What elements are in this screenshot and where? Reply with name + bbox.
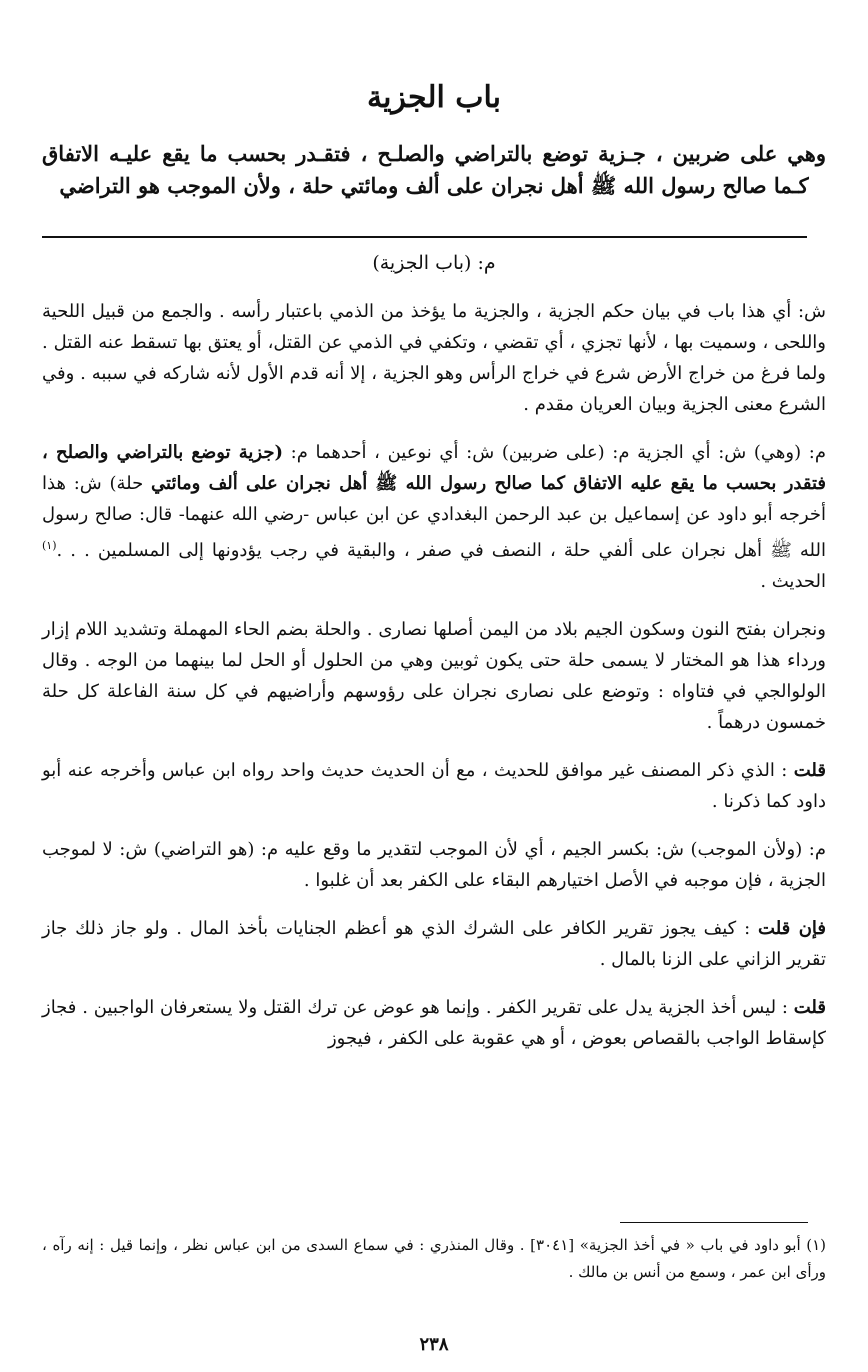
footnote-reference[interactable]: (١) xyxy=(42,539,57,552)
matn-text-block xyxy=(42,138,826,202)
footnotes-block xyxy=(42,1232,826,1286)
footnote-divider xyxy=(620,1222,808,1223)
paragraph-lead: فإن قلت xyxy=(758,918,826,939)
commentary-paragraph-6 xyxy=(42,913,826,975)
commentary-paragraph-1: ش: أي هذا باب في بيان حكم الجزية ، والجزية ما يؤخذ من الذمي باعتبار رأسه . والجمع من قبيل اللحية واللحى ، وسميت بها ، لأنها تجزي ، أي تقضي ، وتكفي في الذمي عن القتل، أو يعتق بها تسقط عنه القتل . ولما فرغ من خراج الأرض شرع في خراج الرأس وهو الجزية ، إلا أنه قدم الأول لأنه شاركه في سببه . وفي الشرع معنى الجزية وبيان العريان مقدم . xyxy=(42,301,826,415)
commentary-block xyxy=(42,296,826,1071)
matn-paragraph: وهي على ضربين ، جـزية توضع بالتراضي والصلـح ، فتقـدر بحسب ما يقع عليـه الاتفاق كـما صالح رسول الله ﷺ أهل نجران على ألف ومائتي حلة ، ولأن الموجب هو التراضي xyxy=(42,141,826,198)
chapter-title: باب الجزية xyxy=(366,80,501,115)
section-divider xyxy=(42,236,807,238)
commentary-text: م: (وهي) ش: أي الجزية م: (على ضربين) ش: أي نوعين ، أحدهما م: xyxy=(283,442,826,463)
commentary-text: : ليس أخذ الجزية يدل على تقرير الكفر . وإنما هو عوض عن ترك القتل ولا يستعرفان الواجبين . فجاز كإسقاط الواجب بالقصاص بعوض ، أو هي عقوبة على الكفر ، فيجوز xyxy=(42,997,826,1049)
commentary-text: : كيف يجوز تقرير الكافر على الشرك الذي هو أعظم الجنايات بأخذ المال . ولو جاز ذلك جاز تقرير الزاني على الزنا بالمال . xyxy=(42,918,826,970)
commentary-text: الحديث . xyxy=(760,571,826,592)
commentary-text: : الذي ذكر المصنف غير موافق للحديث ، مع أن الحديث حديث واحد رواه ابن عباس وأخرجه عنه أبو داود كما ذكرنا . xyxy=(42,760,826,812)
paragraph-lead: قلت xyxy=(793,997,826,1018)
commentary-paragraph-7 xyxy=(42,992,826,1054)
commentary-paragraph-2 xyxy=(42,437,826,597)
paragraph-lead: قلت xyxy=(793,760,826,781)
quoted-matn: (جزية توضع بالتراضي والصلح ، فتقدر بحسب ما يقع عليه الاتفاق كما صالح رسول الله ﷺ أهل نجران على ألف ومائتي xyxy=(42,442,827,494)
commentary-paragraph-5: م: (ولأن الموجب) ش: بكسر الجيم ، أي لأن الموجب لتقدير ما وقع عليه م: (هو التراضي) ش: لا لموجب الجزية ، فإن موجبه في الأصل اختيارهم البقاء على الكفر بعد أن غلبوا . xyxy=(42,839,826,891)
section-heading: م: (باب الجزية) xyxy=(372,252,496,274)
commentary-text: حلة) ش: هذا أخرجه أبو داود عن إسماعيل بن عبد الرحمن البغدادي عن ابن عباس -رضي الله عنهما- قال: صالح رسول الله ﷺ أهل نجران على ألفي حلة ، النصف في صفر ، والبقية في رجب يؤدونها إلى المسلمين . . . xyxy=(42,473,826,561)
commentary-paragraph-4 xyxy=(42,755,826,817)
page-number: ٢٣٨ xyxy=(419,1334,449,1355)
footnote-1: (١) أبو داود في باب « في أخذ الجزية» [٣٠٤١] . وقال المنذري : في سماع السدى من ابن عباس نظر ، وإنما قيل : إنه رآه ، ورأى ابن عمر ، وسمع من أنس بن مالك . xyxy=(42,1236,826,1281)
commentary-paragraph-3: ونجران بفتح النون وسكون الجيم بلاد من اليمن أصلها نصارى . والحلة بضم الحاء المهملة وتشديد اللام إزار ورداء هذا هو المختار لا يسمى حلة حتى يكون ثوبين وهي من الحلول أو الحل لما بينهما من الوجه . وقال الولوالجي في فتاواه : وتوضع على نصارى نجران على رؤوسهم وأراضيهم في كل سنة الفاعلة كل حلة خمسون درهماً . xyxy=(42,619,826,733)
